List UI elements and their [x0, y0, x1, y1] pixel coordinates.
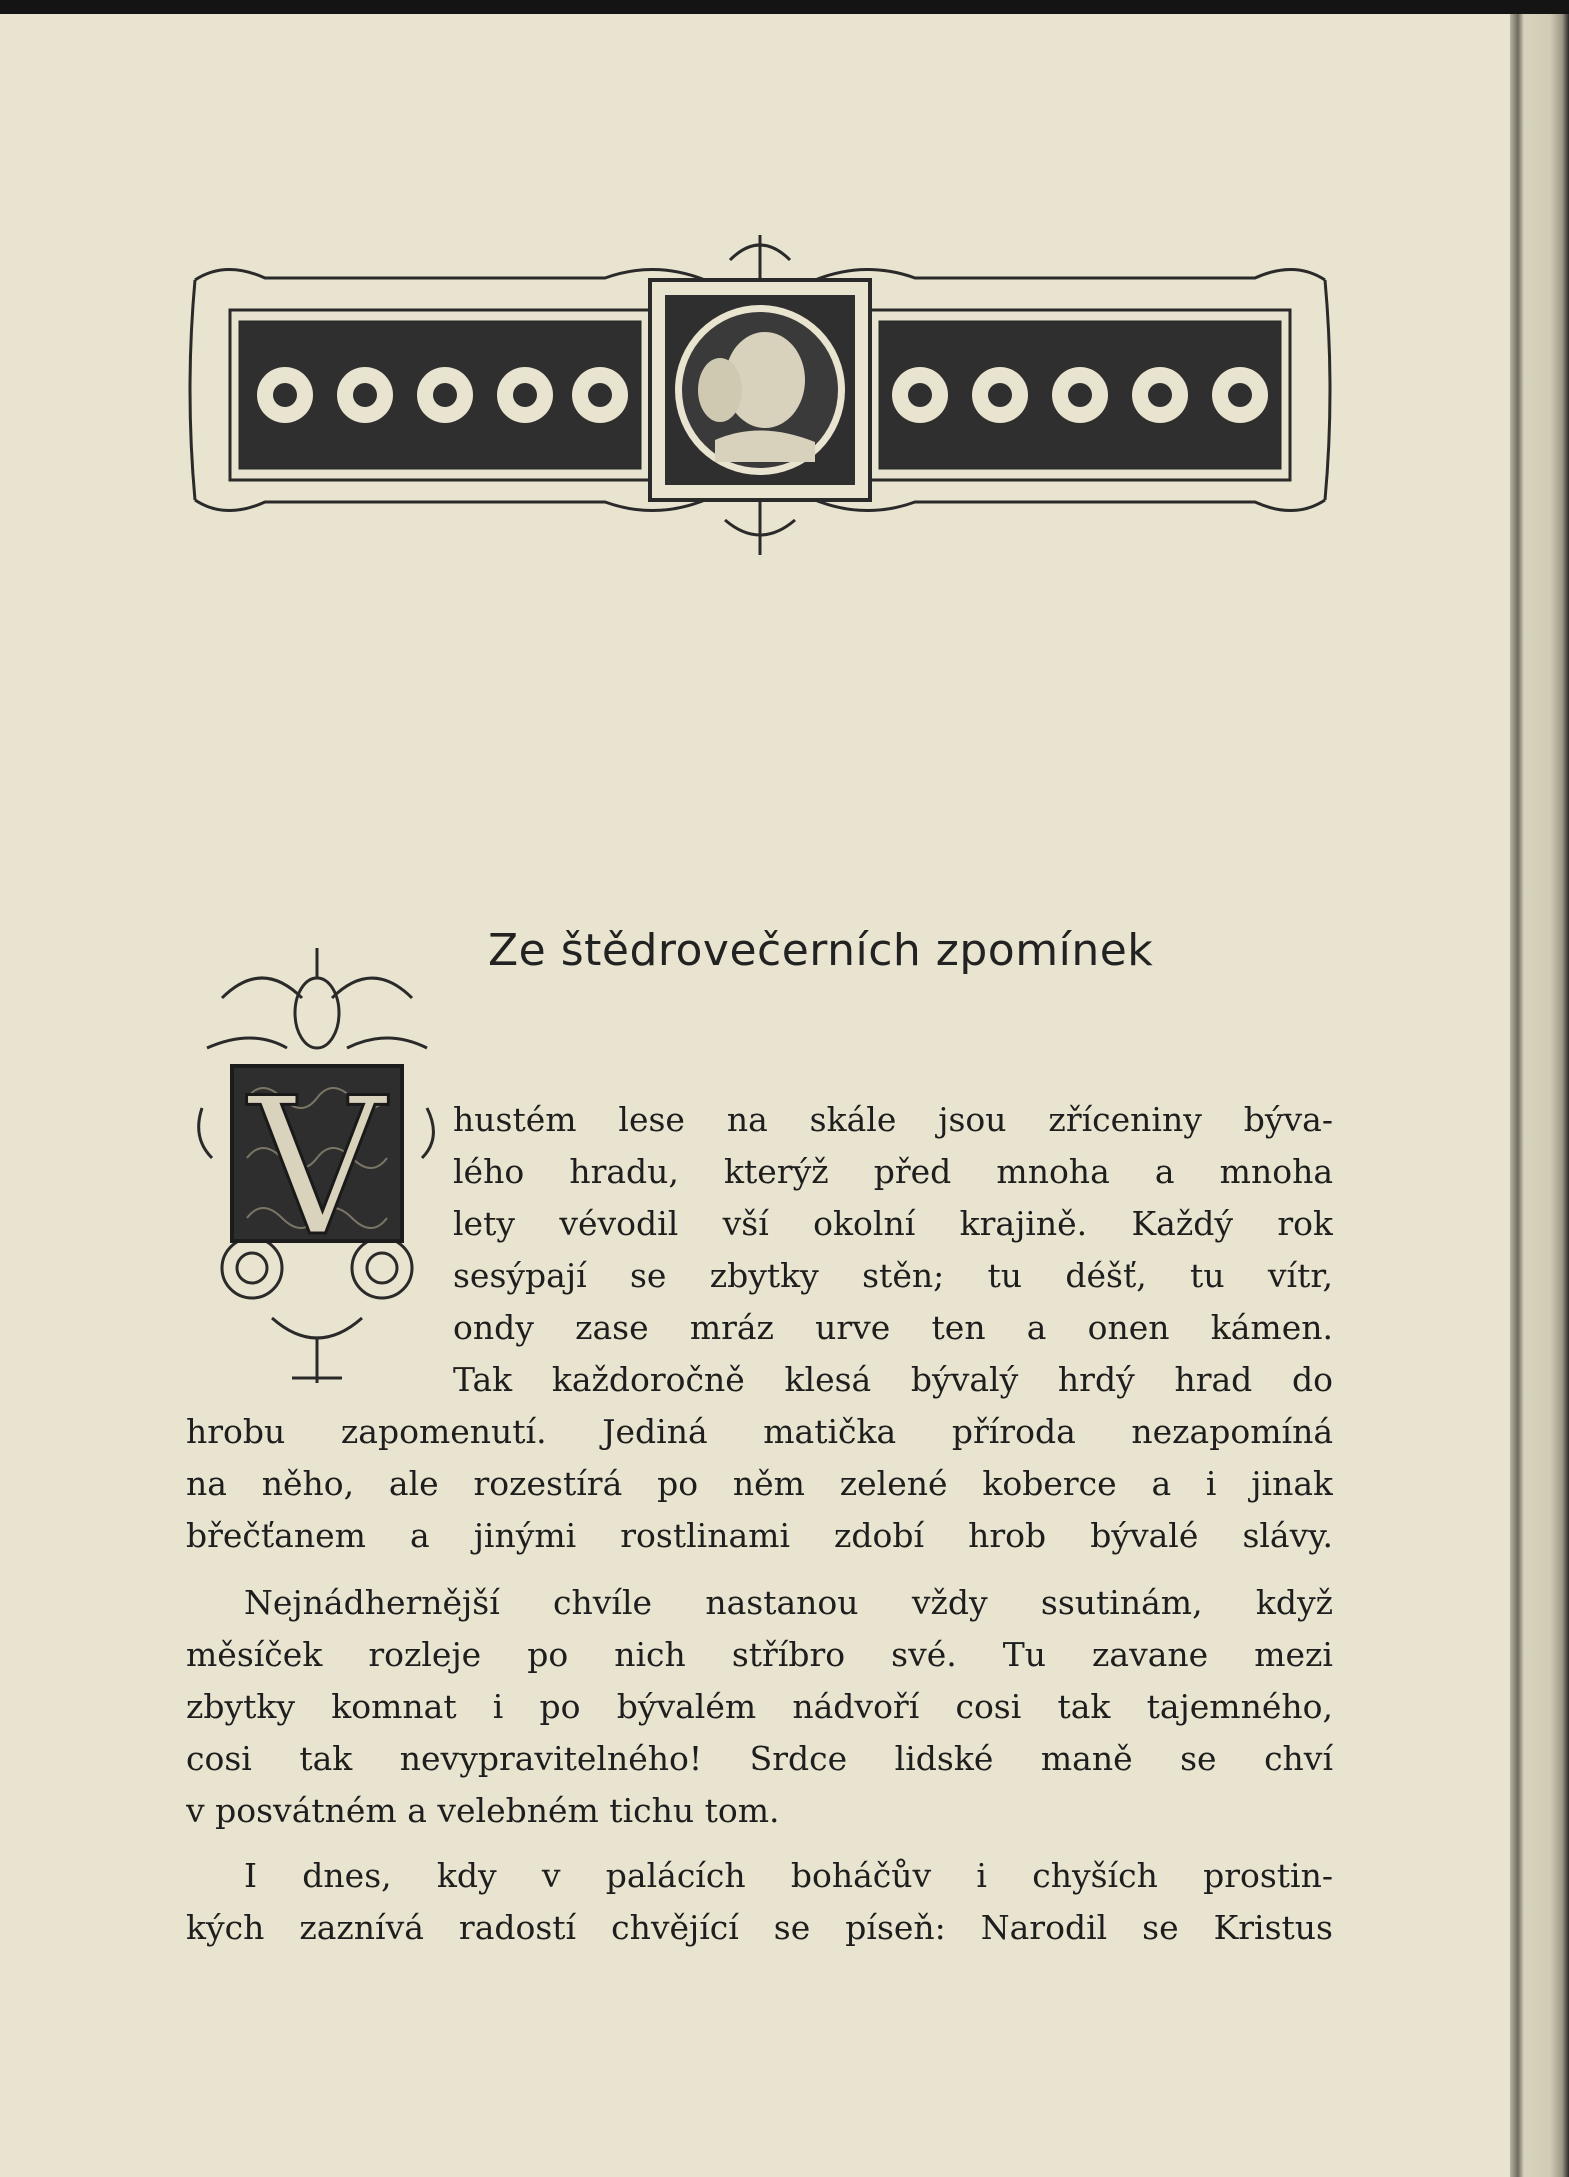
header-ornament: [185, 230, 1335, 560]
text-line: I dnes, kdy v palácích boháčův i chyších prostin-: [244, 1856, 1333, 1895]
drop-cap-letter: V: [248, 1057, 386, 1278]
text-line: ondy zase mráz urve ten a onen kámen.: [453, 1308, 1333, 1347]
text-line: břečťanem a jinými rostlinami zdobí hrob bývalé slávy.: [186, 1516, 1333, 1555]
text-line: měsíček rozleje po nich stříbro své. Tu zavane mezi: [186, 1635, 1333, 1674]
text-line: lety vévodil vší okolní krajině. Každý rok: [453, 1204, 1333, 1243]
text-line: hrobu zapomenutí. Jediná matička příroda nezapomíná: [186, 1412, 1333, 1451]
drop-cap-ornament: [192, 938, 442, 1398]
text-line: na něho, ale rozestírá po něm zelené koberce a i jinak: [186, 1464, 1333, 1503]
scan-top-edge: [0, 0, 1569, 14]
chapter-title: Ze štědrovečerních zpomínek: [488, 925, 1154, 976]
text-line: hustém lese na skále jsou zříceniny býva-: [453, 1100, 1333, 1139]
text-line: Tak každoročně klesá bývalý hrdý hrad do: [453, 1360, 1333, 1399]
text-line: zbytky komnat i po bývalém nádvoří cosi tak tajemného,: [186, 1687, 1333, 1726]
book-spine-edge: [1510, 14, 1569, 2177]
text-line: sesýpají se zbytky stěn; tu déšť, tu vítr,: [453, 1256, 1333, 1295]
text-line: v posvátném a velebném tichu tom.: [186, 1791, 780, 1830]
text-line: cosi tak nevypravitelného! Srdce lidské maně se chví: [186, 1739, 1333, 1778]
text-line: lého hradu, kterýž před mnoha a mnoha: [453, 1152, 1333, 1191]
text-line: Nejnádhernější chvíle nastanou vždy ssutinám, když: [244, 1583, 1333, 1622]
text-line: kých zaznívá radostí chvějící se píseň: Narodil se Kristus: [186, 1908, 1333, 1947]
